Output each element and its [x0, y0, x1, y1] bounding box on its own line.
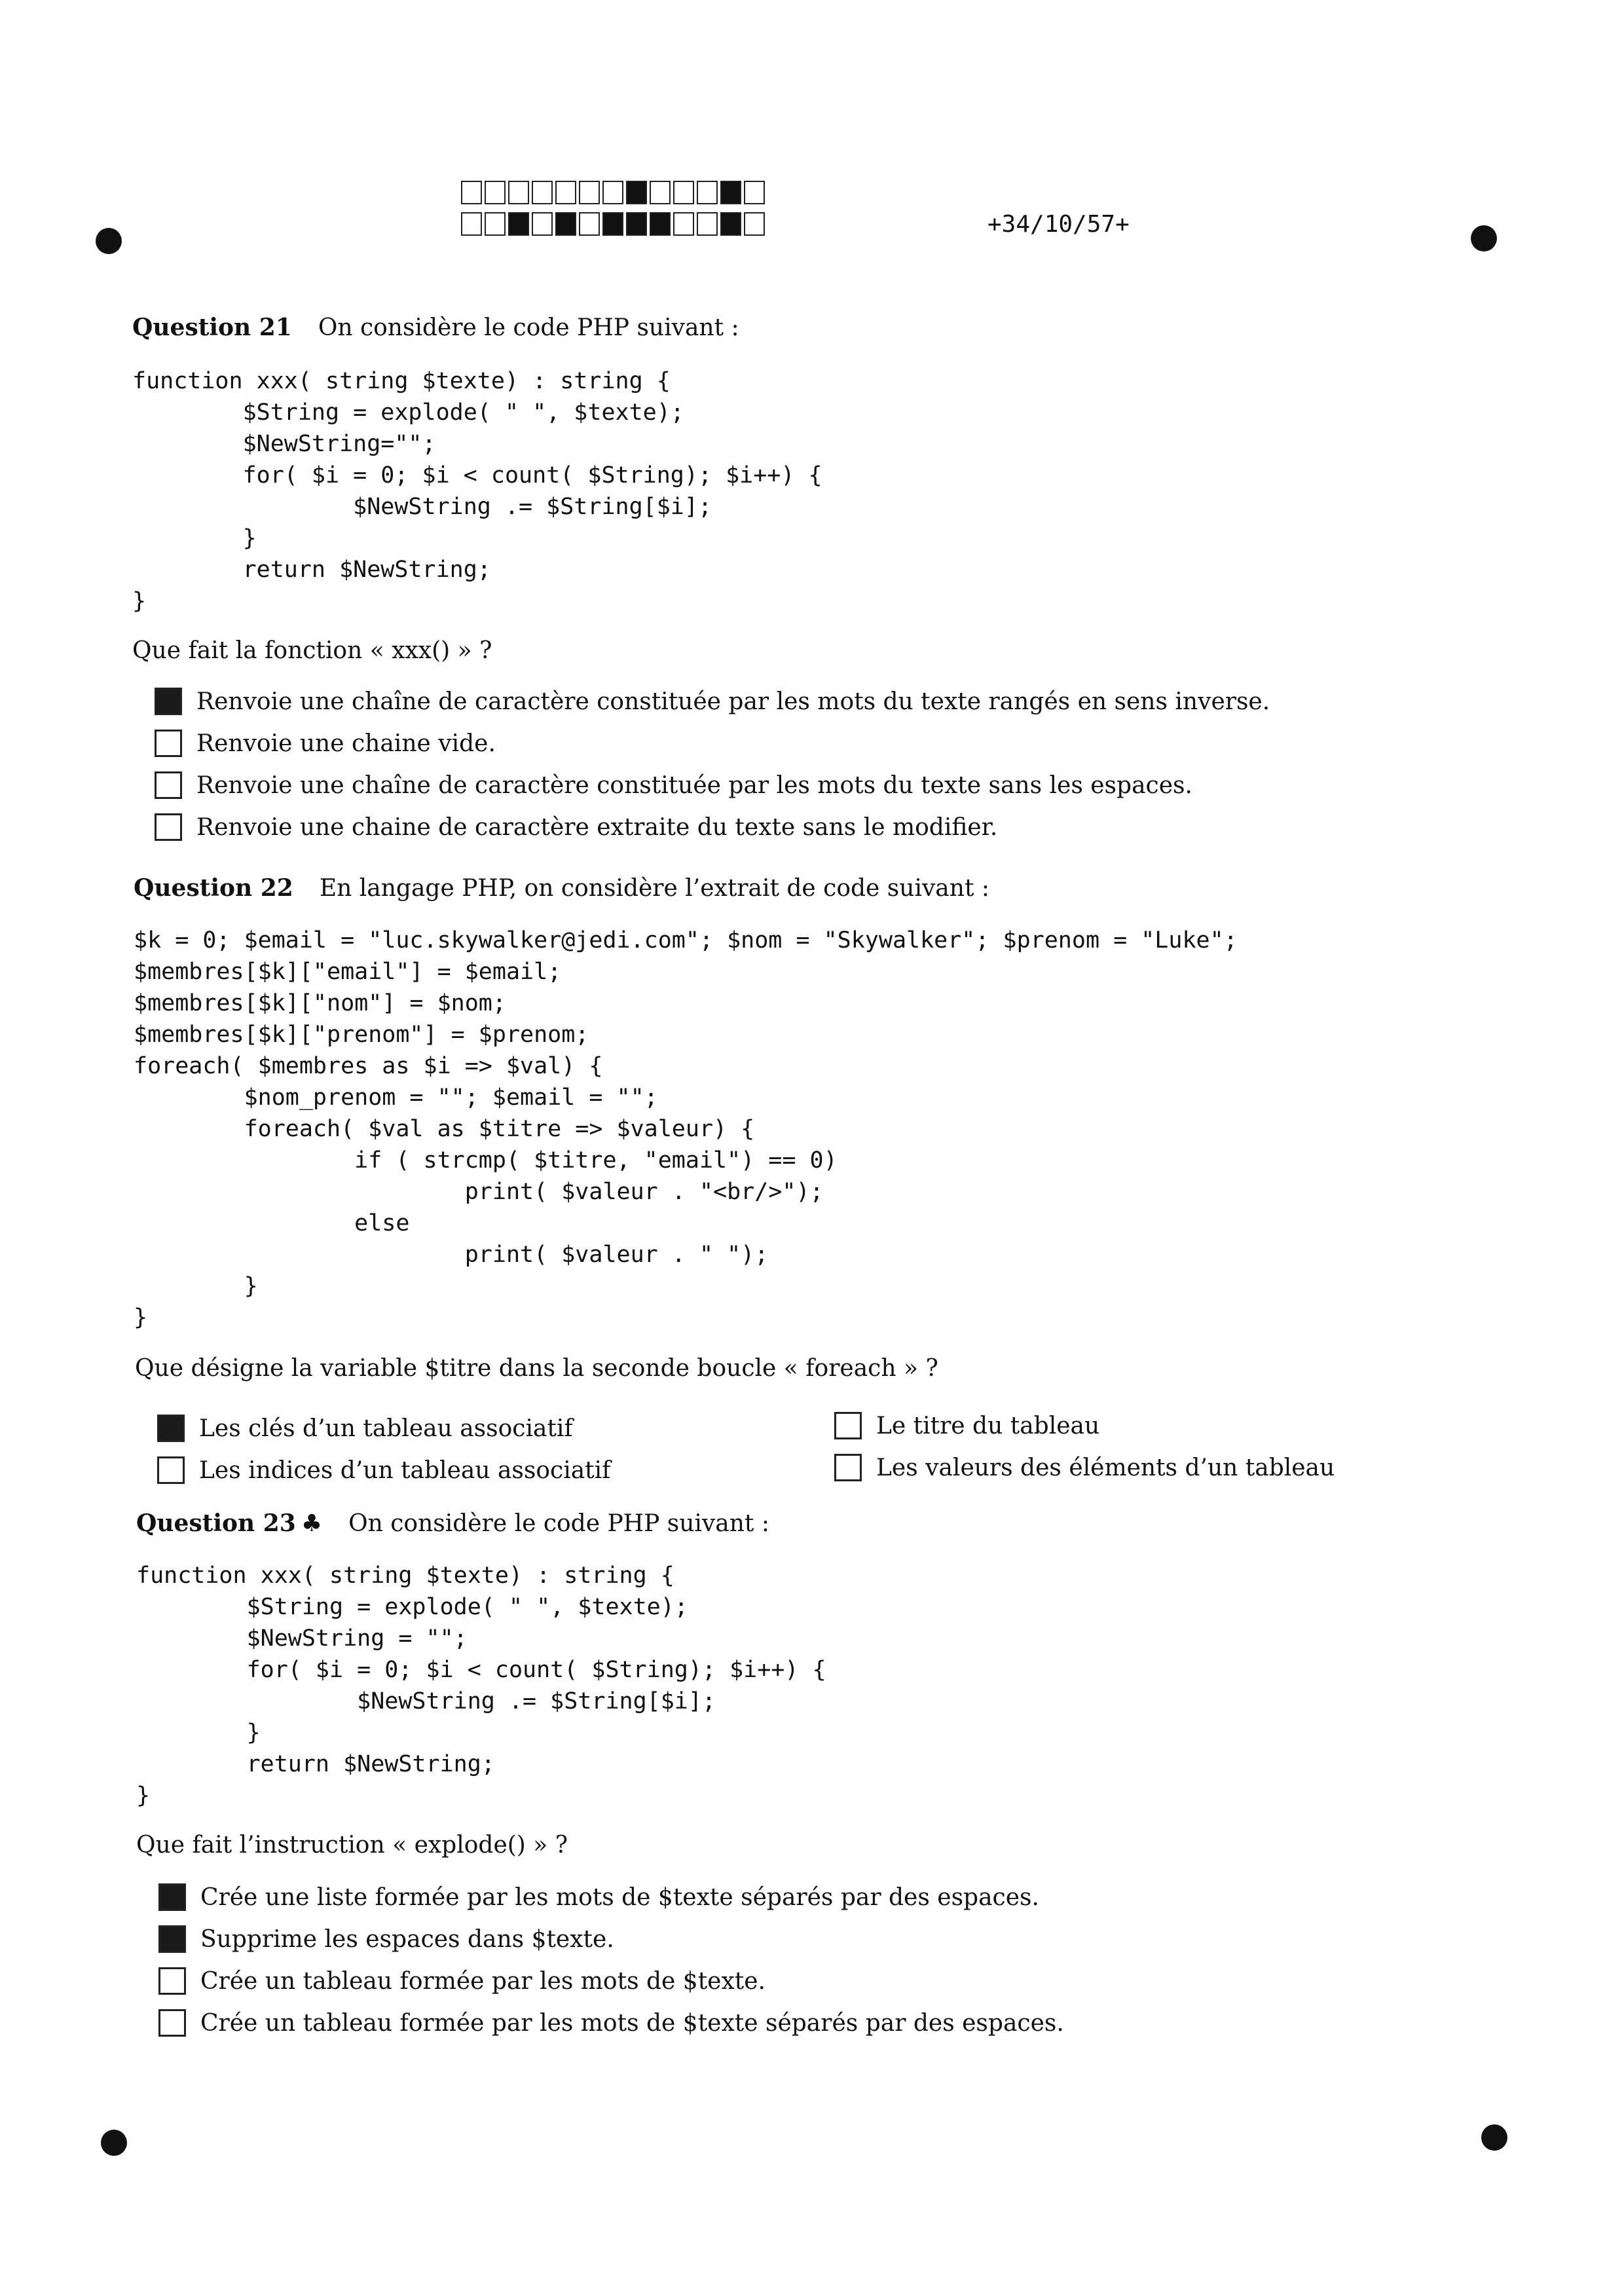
barcode-cell — [602, 181, 623, 204]
registration-mark-top-left — [96, 228, 122, 254]
q21-option-4[interactable] — [155, 813, 997, 841]
barcode-cell — [626, 181, 647, 204]
club-icon: ♣ — [301, 1509, 323, 1537]
barcode-cell — [579, 181, 600, 204]
checkbox[interactable] — [155, 771, 182, 799]
barcode-cell — [673, 181, 694, 204]
page-identifier: +34/10/57+ — [987, 211, 1130, 238]
checkbox[interactable] — [158, 1925, 186, 1953]
barcode-cell — [485, 212, 506, 236]
question-23-code: function xxx( string $texte) : string { $String = explode( " ", $texte); $NewString = ""; for( $i = 0; $i < count( $String); $i++) { $NewString .= $String[$i]; } return $NewString; } — [136, 1563, 826, 1809]
question-23-intro: On considère le code PHP suivant : — [348, 1510, 769, 1537]
checkbox[interactable] — [834, 1454, 862, 1481]
q22-option-1-text: Les clés d’un tableau associatif — [199, 1415, 573, 1442]
registration-mark-bottom-left — [101, 2130, 127, 2156]
q22-option-4[interactable] — [834, 1454, 1335, 1481]
barcode-cell — [555, 212, 576, 236]
barcode-cell — [626, 212, 647, 236]
barcode-cell — [720, 181, 741, 204]
barcode-cell — [697, 212, 718, 236]
q23-option-2[interactable] — [158, 1925, 614, 1953]
barcode-cell — [744, 181, 765, 204]
barcode-cell — [485, 181, 506, 204]
q22-option-4-text: Les valeurs des éléments d’un tableau — [876, 1454, 1335, 1481]
q21-option-4-text: Renvoie une chaine de caractère extraite du texte sans le modifier. — [196, 813, 998, 841]
q21-option-2-text: Renvoie une chaine vide. — [196, 730, 496, 757]
registration-mark-top-right — [1471, 225, 1497, 251]
q22-option-2[interactable] — [157, 1456, 611, 1484]
q23-option-2-text: Supprime les espaces dans $texte. — [200, 1925, 614, 1953]
barcode-cell — [532, 181, 553, 204]
barcode-cell — [461, 212, 482, 236]
question-23-label-wrap — [136, 1509, 322, 1537]
checkbox[interactable] — [155, 813, 182, 841]
question-21-intro: On considère le code PHP suivant : — [318, 314, 739, 341]
q23-option-1-text: Crée une liste formée par les mots de $texte séparés par des espaces. — [200, 1883, 1039, 1911]
barcode-cell — [744, 212, 765, 236]
q22-option-1[interactable] — [157, 1415, 573, 1442]
checkbox[interactable] — [158, 1967, 186, 1995]
question-21-header — [132, 313, 739, 343]
q23-option-4[interactable] — [158, 2009, 1064, 2037]
checkbox[interactable] — [155, 688, 182, 715]
barcode-cell — [508, 212, 529, 236]
question-23-prompt: Que fait l’instruction « explode() » ? — [136, 1832, 568, 1859]
barcode-cell — [532, 212, 553, 236]
barcode-cell — [579, 212, 600, 236]
q21-option-3[interactable] — [155, 771, 1192, 799]
q21-option-1-text: Renvoie une chaîne de caractère constituée par les mots du texte rangés en sens inverse. — [196, 688, 1270, 715]
q22-option-3[interactable] — [834, 1412, 1099, 1439]
registration-mark-bottom-right — [1481, 2124, 1507, 2151]
q22-option-2-text: Les indices d’un tableau associatif — [199, 1456, 611, 1484]
q21-option-1[interactable] — [155, 688, 1270, 715]
question-22-label: Question 22 — [134, 874, 293, 902]
barcode-cell — [650, 181, 671, 204]
barcode-cell — [461, 181, 482, 204]
q23-option-3-text: Crée un tableau formée par les mots de $texte. — [200, 1967, 766, 1995]
barcode-cell — [650, 212, 671, 236]
q21-option-3-text: Renvoie une chaîne de caractère constituée par les mots du texte sans les espaces. — [196, 771, 1192, 799]
barcode-cell — [555, 181, 576, 204]
checkbox[interactable] — [158, 1883, 186, 1911]
checkbox[interactable] — [155, 730, 182, 757]
barcode-cell — [508, 181, 529, 204]
barcode-cell — [720, 212, 741, 236]
question-22-code: $k = 0; $email = "luc.skywalker@jedi.com"; $nom = "Skywalker"; $prenom = "Luke"; $membres[$k]["email"] = $email; $membres[$k]["nom"] = $nom; $membres[$k]["prenom"] = $prenom; foreach( $membres as $i => $val) { $nom_prenom = ""; $email = ""; foreach( $val as $titre => $valeur) { if ( strcmp( $titre, "email") == 0) print( $valeur . "<br/>"); else print( $valeur . " "); } } — [134, 927, 1238, 1331]
question-21-code: function xxx( string $texte) : string { $String = explode( " ", $texte); $NewString=""; for( $i = 0; $i < count( $String); $i++) { $NewString .= $String[$i]; } return $NewString; } — [132, 368, 822, 614]
checkbox[interactable] — [834, 1412, 862, 1439]
question-23-label: Question 23 — [136, 1509, 296, 1537]
question-21-prompt: Que fait la fonction « xxx() » ? — [132, 637, 492, 664]
q23-option-3[interactable] — [158, 1967, 766, 1995]
barcode-cell — [697, 181, 718, 204]
question-22-prompt: Que désigne la variable $titre dans la seconde boucle « foreach » ? — [135, 1355, 938, 1382]
barcode-cell — [602, 212, 623, 236]
barcode-cell — [673, 212, 694, 236]
checkbox[interactable] — [157, 1415, 185, 1442]
checkbox[interactable] — [157, 1456, 185, 1484]
checkbox[interactable] — [158, 2009, 186, 2037]
q21-option-2[interactable] — [155, 730, 496, 757]
question-21-label: Question 21 — [132, 314, 292, 341]
question-23-header — [136, 1509, 769, 1538]
q23-option-4-text: Crée un tableau formée par les mots de $texte séparés par des espaces. — [200, 2009, 1064, 2037]
page-barcode-row-2 — [461, 212, 767, 236]
question-22-intro: En langage PHP, on considère l’extrait de code suivant : — [319, 875, 989, 902]
page-barcode-row-1 — [461, 181, 767, 204]
q22-option-3-text: Le titre du tableau — [876, 1412, 1100, 1439]
question-22-header — [134, 874, 989, 903]
q23-option-1[interactable] — [158, 1883, 1039, 1911]
